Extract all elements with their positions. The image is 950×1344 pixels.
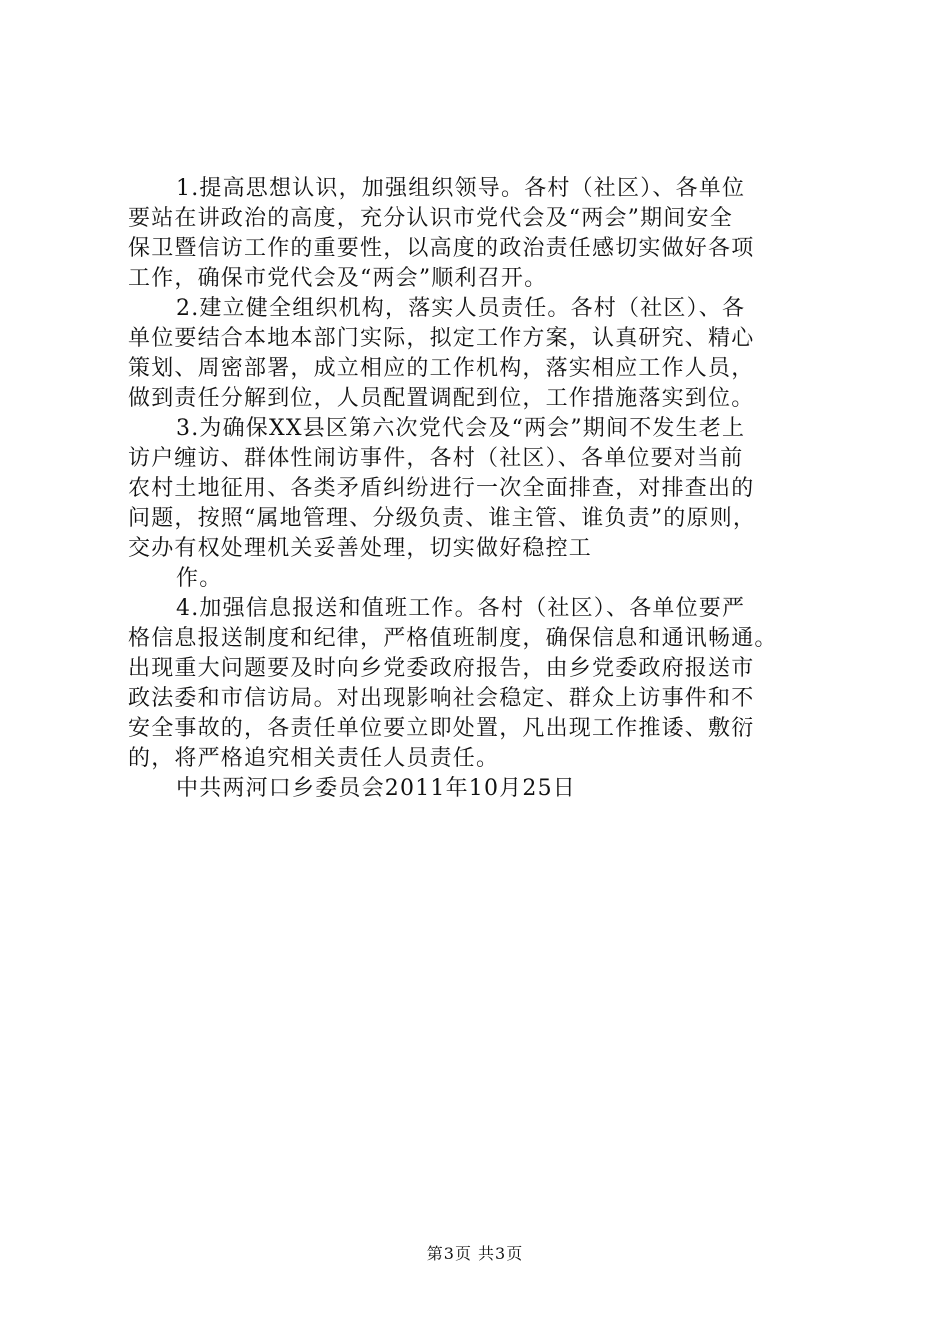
signature-date-line: 中共两河口乡委员会2011年10月25日	[176, 776, 576, 801]
paragraph-2-line-3: 策划、周密部署，成立相应的工作机构，落实相应工作人员，	[128, 356, 755, 381]
paragraph-3-line-1: 3.为确保XX县区第六次党代会及“两会”期间不发生老上	[176, 416, 746, 441]
paragraph-2-line-4: 做到责任分解到位，人员配置调配到位，工作措施落实到位。	[128, 386, 755, 411]
paragraph-1-line-2: 要站在讲政治的高度，充分认识市党代会及“两会”期间安全	[128, 206, 733, 231]
document-body	[128, 174, 840, 804]
paragraph-1-line-1: 1.提高思想认识，加强组织领导。各村（社区）、各单位	[176, 176, 746, 201]
paragraph-1-line-4: 工作，确保市党代会及“两会”顺利召开。	[128, 266, 548, 291]
paragraph-3-line-5: 交办有权处理机关妥善处理，切实做好稳控工	[128, 536, 593, 561]
paragraph-2-line-1: 2.建立健全组织机构，落实人员责任。各村（社区）、各	[176, 296, 746, 321]
paragraph-4-line-6: 的，将严格追究相关责任人员责任。	[128, 746, 500, 771]
paragraph-3-line-6: 作。	[176, 566, 223, 591]
paragraph-4-line-2: 格信息报送制度和纪律，严格值班制度，确保信息和通讯畅通。	[128, 626, 778, 651]
paragraph-1-line-3: 保卫暨信访工作的重要性，以高度的政治责任感切实做好各项	[128, 236, 755, 261]
paragraph-3-line-4: 问题，按照“属地管理、分级负责、谁主管、谁负责”的原则，	[128, 506, 757, 531]
page-footer	[0, 1243, 950, 1265]
paragraph-4-line-1: 4.加强信息报送和值班工作。各村（社区）、各单位要严	[176, 596, 746, 621]
paragraph-4-line-3: 出现重大问题要及时向乡党委政府报告，由乡党委政府报送市	[128, 656, 755, 681]
paragraph-3-line-3: 农村土地征用、各类矛盾纠纷进行一次全面排查，对排查出的	[128, 476, 755, 501]
page-number-label: 第3页 共3页	[426, 1244, 524, 1263]
paragraph-2-line-2: 单位要结合本地本部门实际，拟定工作方案，认真研究、精心	[128, 326, 755, 351]
paragraph-3-line-2: 访户缠访、群体性闹访事件，各村（社区）、各单位要对当前	[128, 446, 744, 471]
paragraph-4-line-5: 安全事故的，各责任单位要立即处置，凡出现工作推诿、敷衍	[128, 716, 755, 741]
paragraph-4-line-4: 政法委和市信访局。对出现影响社会稳定、群众上访事件和不	[128, 686, 755, 711]
